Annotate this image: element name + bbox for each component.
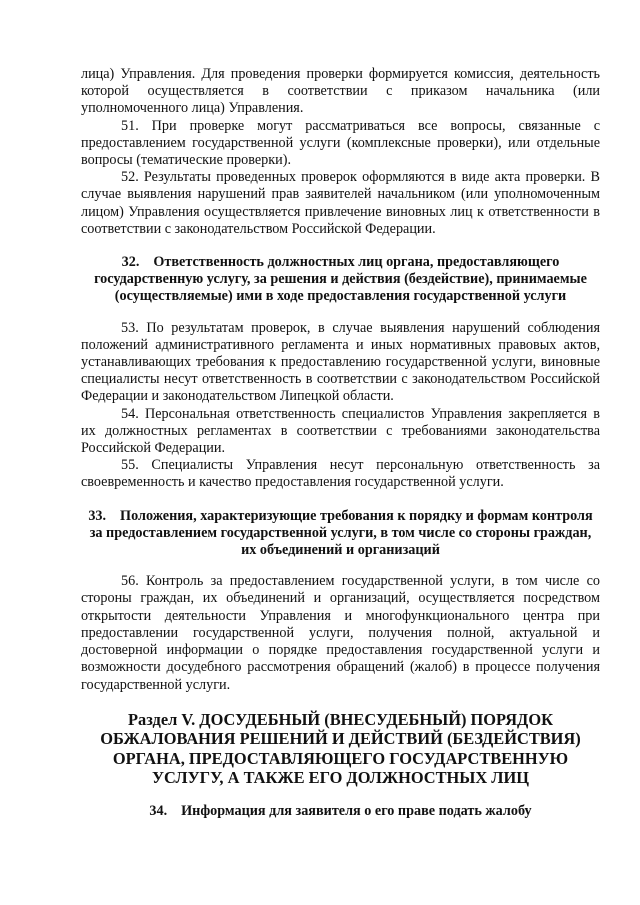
heading-32 [81, 254, 600, 306]
paragraph-52: 52. Результаты проведенных проверок оформляются в виде акта проверки. В случае выявления нарушений прав заявителей начальником (или уполномоченным лицом) Управления осуществляется привлечение виновных лиц к ответственности в соответствии с законодательством Российской Федерации. [81, 169, 600, 237]
paragraph-54: 54. Персональная ответственность специалистов Управления закрепляется в их должностных регламентах в соответствии с требованиями законодательства Российской Федерации. [81, 405, 600, 457]
heading-32-number: 32. [121, 254, 140, 271]
section-v-title: Раздел V. ДОСУДЕБНЫЙ (ВНЕСУДЕБНЫЙ) ПОРЯДОК ОБЖАЛОВАНИЯ РЕШЕНИЙ И ДЕЙСТВИЙ (БЕЗДЕЙСТВИЯ) ОРГАНА, ПРЕДОСТАВЛЯЮЩЕГО ГОСУДАРСТВЕННУЮ УСЛУГУ, А ТАКЖЕ ЕГО ДОЛЖНОСТНЫХ ЛИЦ [100, 709, 581, 787]
heading-34-number: 34. [149, 803, 168, 820]
paragraph-55: 55. Специалисты Управления несут персональную ответственность за своевременность и качество предоставления государственной услуги. [81, 457, 600, 491]
paragraph-51: 51. При проверке могут рассматриваться все вопросы, связанные с предоставлением государственной услуги (комплексные проверки), или отдельные вопросы (тематические проверки). [81, 117, 600, 169]
paragraph-50-continuation: лица) Управления. Для проведения проверки формируется комиссия, деятельность которой осуществляется в соответствии с приказом начальника (или уполномоченного лица) Управления. [81, 66, 600, 117]
heading-32-text: Ответственность должностных лиц органа, предоставляющего государственную услугу, за решения и действия (бездействие), принимаемые (осуществляемые) ими в ходе предоставления государственной услуги [94, 254, 587, 305]
heading-33-text: Положения, характеризующие требования к порядку и формам контроля за предоставлением государственной услуги, в том числе со стороны граждан, их объединений и организаций [89, 507, 593, 559]
heading-34 [81, 803, 600, 820]
paragraph-56: 56. Контроль за предоставлением государственной услуги, в том числе со стороны граждан, их объединений и организаций, осуществляется посредством открытости деятельности Управления и многофункционального центра при предоставлении государственной услуги, получения полной, актуальной и достоверной информации о порядке предоставления государственной услуги и возможности досудебного рассмотрения обращений (жалоб) в процессе получения государственной услуги. [81, 573, 600, 693]
heading-33 [81, 508, 600, 560]
heading-33-number: 33. [88, 507, 107, 524]
paragraph-53: 53. По результатам проверок, в случае выявления нарушений соблюдения положений административного регламента и иных нормативных правовых актов, устанавливающих требования к предоставлению государственной услуги, виновные специалисты несут ответственность в соответствии с законодательством Российской Федерации и законодательством Липецкой области. [81, 319, 600, 405]
heading-34-text: Информация для заявителя о его праве подать жалобу [181, 803, 532, 820]
